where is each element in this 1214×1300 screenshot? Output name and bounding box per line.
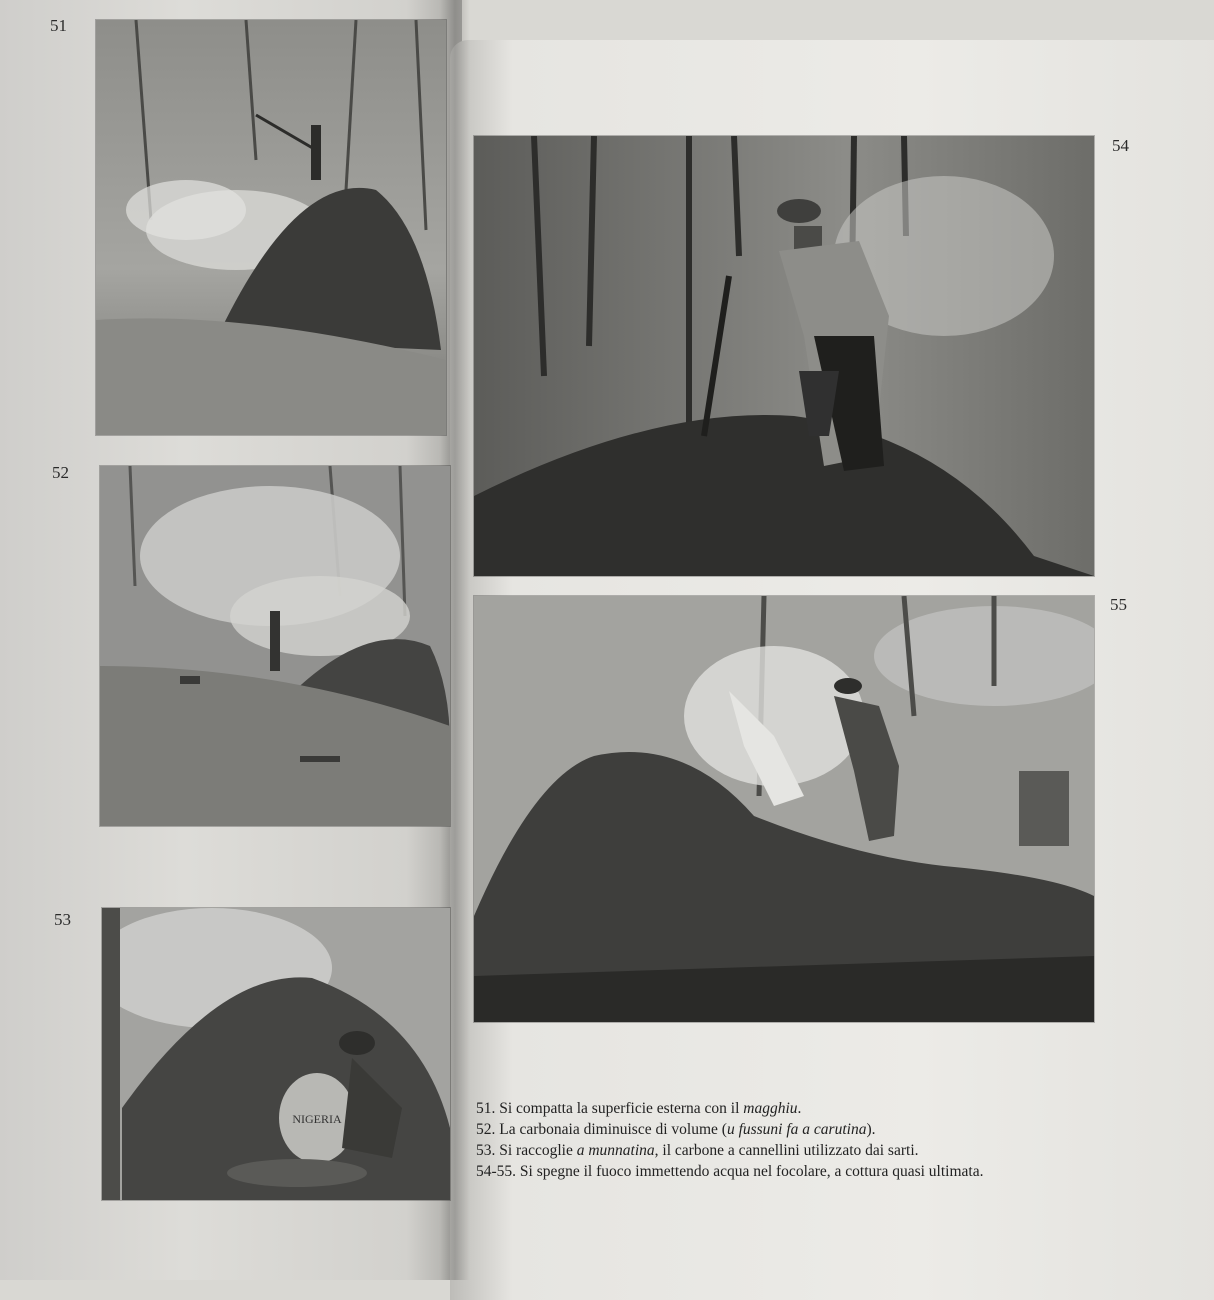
caption-53: 53. Si raccoglie a munnatina, il carbone a cannellini utilizzato dai sarti. (476, 1142, 919, 1159)
captions-block (476, 1098, 1096, 1182)
photo-51 (96, 20, 446, 435)
caption-51: 51. Si compatta la superficie esterna con il magghiu. (476, 1100, 802, 1117)
figure-number-55: 55 (1110, 595, 1127, 614)
figure-number-51: 51 (50, 16, 67, 35)
photo-52 (100, 466, 450, 826)
caption-54-55: 54-55. Si spegne il fuoco immettendo acqua nel focolare, a cottura quasi ultimata. (476, 1163, 984, 1180)
sack-label: NIGERIA (292, 1112, 342, 1126)
photo-54 (474, 136, 1094, 576)
figure-number-53: 53 (54, 910, 71, 929)
photo-55 (474, 596, 1094, 1022)
figure-number-52: 52 (52, 463, 69, 482)
photo-53 (102, 908, 450, 1200)
figure-number-54: 54 (1112, 136, 1129, 155)
caption-52: 52. La carbonaia diminuisce di volume (u fussuni fa a carutina). (476, 1121, 876, 1138)
